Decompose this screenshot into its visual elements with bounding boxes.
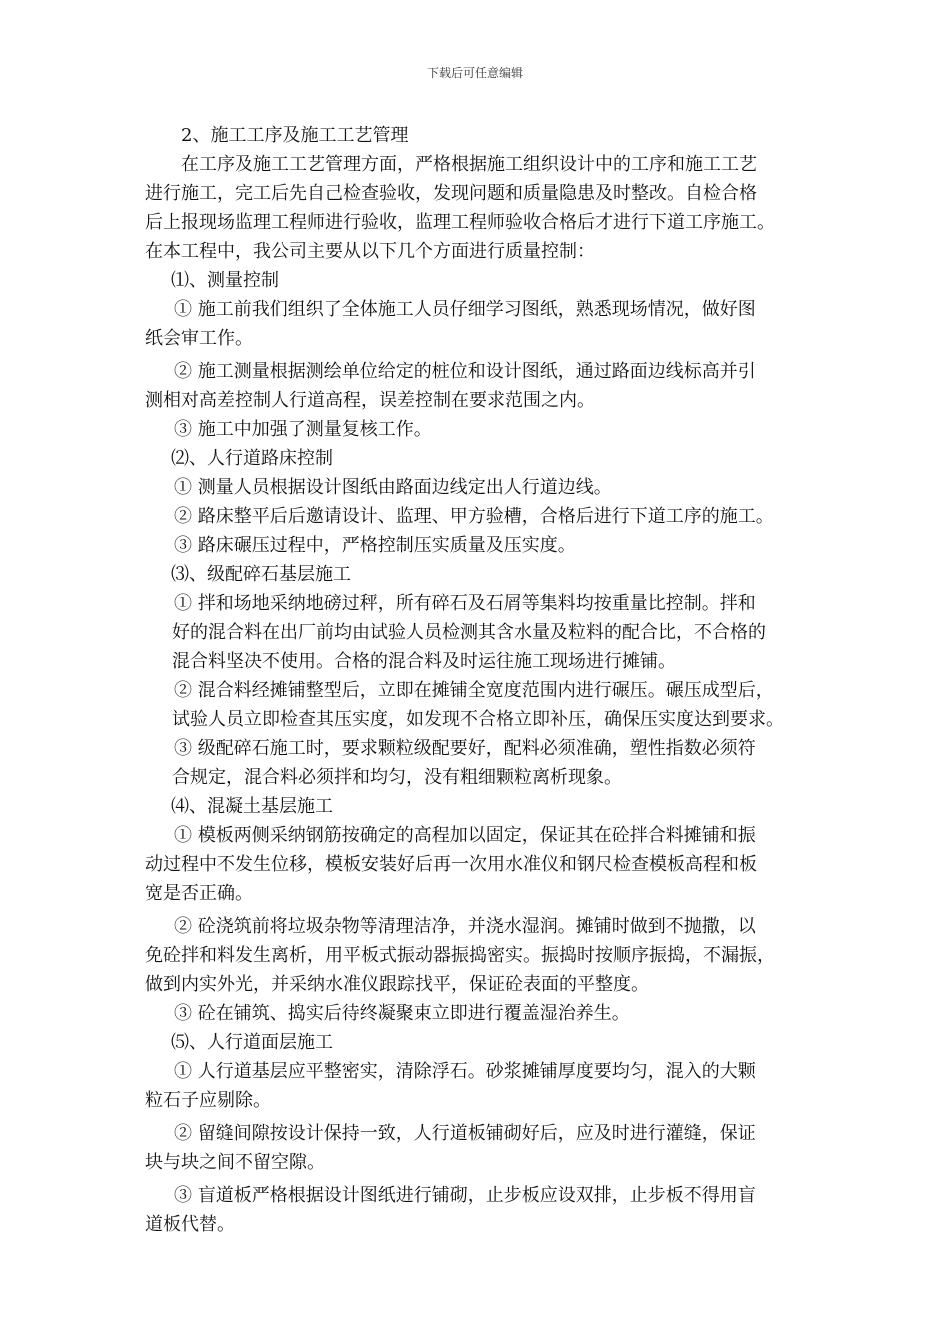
paragraph-line: 进行施工，完工后先自己检查验收，发现问题和质量隐患及时整改。自检合格 — [145, 183, 757, 204]
paragraph-line: 免砼拌和料发生离析，用平板式振动器振捣密实。振捣时按顺序振捣，不漏振， — [145, 945, 775, 966]
paragraph-line: 试验人员立即检查其压实度，如发现不合格立即补压，确保压实度达到要求。 — [172, 709, 784, 730]
page-header: 下载后可任意编辑 — [426, 66, 523, 80]
paragraph-line: ③ 砼在铺筑、捣实后待终凝聚束立即进行覆盖湿治养生。 — [174, 1003, 630, 1024]
paragraph-line: 在本工程中，我公司主要从以下几个方面进行质量控制： — [145, 241, 595, 262]
paragraph-line: ① 施工前我们组织了全体施工人员仔细学习图纸，熟悉现场情况，做好图 — [174, 299, 756, 320]
paragraph-line: 在工序及施工工艺管理方面，严格根据施工组织设计中的工序和施工工艺 — [181, 154, 757, 175]
subsection-heading: ⑴、测量控制 — [171, 270, 279, 291]
paragraph-line: 合规定，混合料必须拌和均匀，没有粗细颗粒离析现象。 — [172, 767, 622, 788]
subsection-heading: ⑶、级配碎石基层施工 — [171, 564, 351, 585]
paragraph-line: 宽是否正确。 — [145, 883, 253, 904]
paragraph-line: ② 路床整平后后邀请设计、监理、甲方验槽，合格后进行下道工序的施工。 — [174, 506, 774, 527]
paragraph-line: 纸会审工作。 — [145, 328, 253, 349]
section-heading: 2、施工工序及施工工艺管理 — [181, 125, 409, 146]
paragraph-line: ① 拌和场地采纳地磅过秤，所有碎石及石屑等集料均按重量比控制。拌和 — [174, 593, 756, 614]
paragraph-line: ③ 盲道板严格根据设计图纸进行铺砌，止步板应设双排，止步板不得用盲 — [174, 1185, 756, 1206]
paragraph-line: 后上报现场监理工程师进行验收，监理工程师验收合格后才进行下道工序施工。 — [145, 212, 775, 233]
document-body — [145, 121, 825, 1239]
paragraph-line: 块与块之间不留空隙。 — [145, 1152, 325, 1173]
paragraph-line: ② 混合料经摊铺整型后，立即在摊铺全宽度范围内进行碾压。碾压成型后， — [174, 680, 774, 701]
paragraph-line: ③ 路床碾压过程中，严格控制压实质量及压实度。 — [174, 535, 576, 556]
paragraph-line: 道板代替。 — [145, 1214, 235, 1235]
paragraph-line: 混合料坚决不使用。合格的混合料及时运往施工现场进行摊铺。 — [172, 651, 676, 672]
paragraph-line: 动过程中不发生位移，模板安装好后再一次用水准仪和钢尺检查模板高程和板 — [145, 854, 757, 875]
paragraph-line: ③ 施工中加强了测量复核工作。 — [174, 419, 432, 440]
paragraph-line: 好的混合料在出厂前均由试验人员检测其含水量及粒料的配合比，不合格的 — [172, 622, 766, 643]
subsection-heading: ⑷、混凝土基层施工 — [171, 796, 333, 817]
subsection-heading: ⑸、人行道面层施工 — [171, 1032, 333, 1053]
paragraph-line: ② 砼浇筑前将垃圾杂物等清理洁净，并浇水湿润。摊铺时做到不抛撒，以 — [174, 916, 756, 937]
paragraph-line: ③ 级配碎石施工时，要求颗粒级配要好，配料必须准确，塑性指数必须符 — [174, 738, 756, 759]
paragraph-line: ① 测量人员根据设计图纸由路面边线定出人行道边线。 — [174, 477, 612, 498]
paragraph-line: ① 模板两侧采纳钢筋按确定的高程加以固定，保证其在砼拌合料摊铺和振 — [174, 825, 756, 846]
paragraph-line: 做到内实外光，并采纳水准仪跟踪找平，保证砼表面的平整度。 — [145, 974, 649, 995]
paragraph-line: 粒石子应剔除。 — [145, 1090, 271, 1111]
paragraph-line: 测相对高差控制人行道高程，误差控制在要求范围之内。 — [145, 390, 595, 411]
paragraph-line: ② 施工测量根据测绘单位给定的桩位和设计图纸，通过路面边线标高并引 — [174, 361, 756, 382]
subsection-heading: ⑵、人行道路床控制 — [171, 448, 333, 469]
paragraph-line: ① 人行道基层应平整密实，清除浮石。砂浆摊铺厚度要均匀，混入的大颗 — [174, 1061, 756, 1082]
paragraph-line: ② 留缝间隙按设计保持一致，人行道板铺砌好后，应及时进行灌缝，保证 — [174, 1123, 756, 1144]
